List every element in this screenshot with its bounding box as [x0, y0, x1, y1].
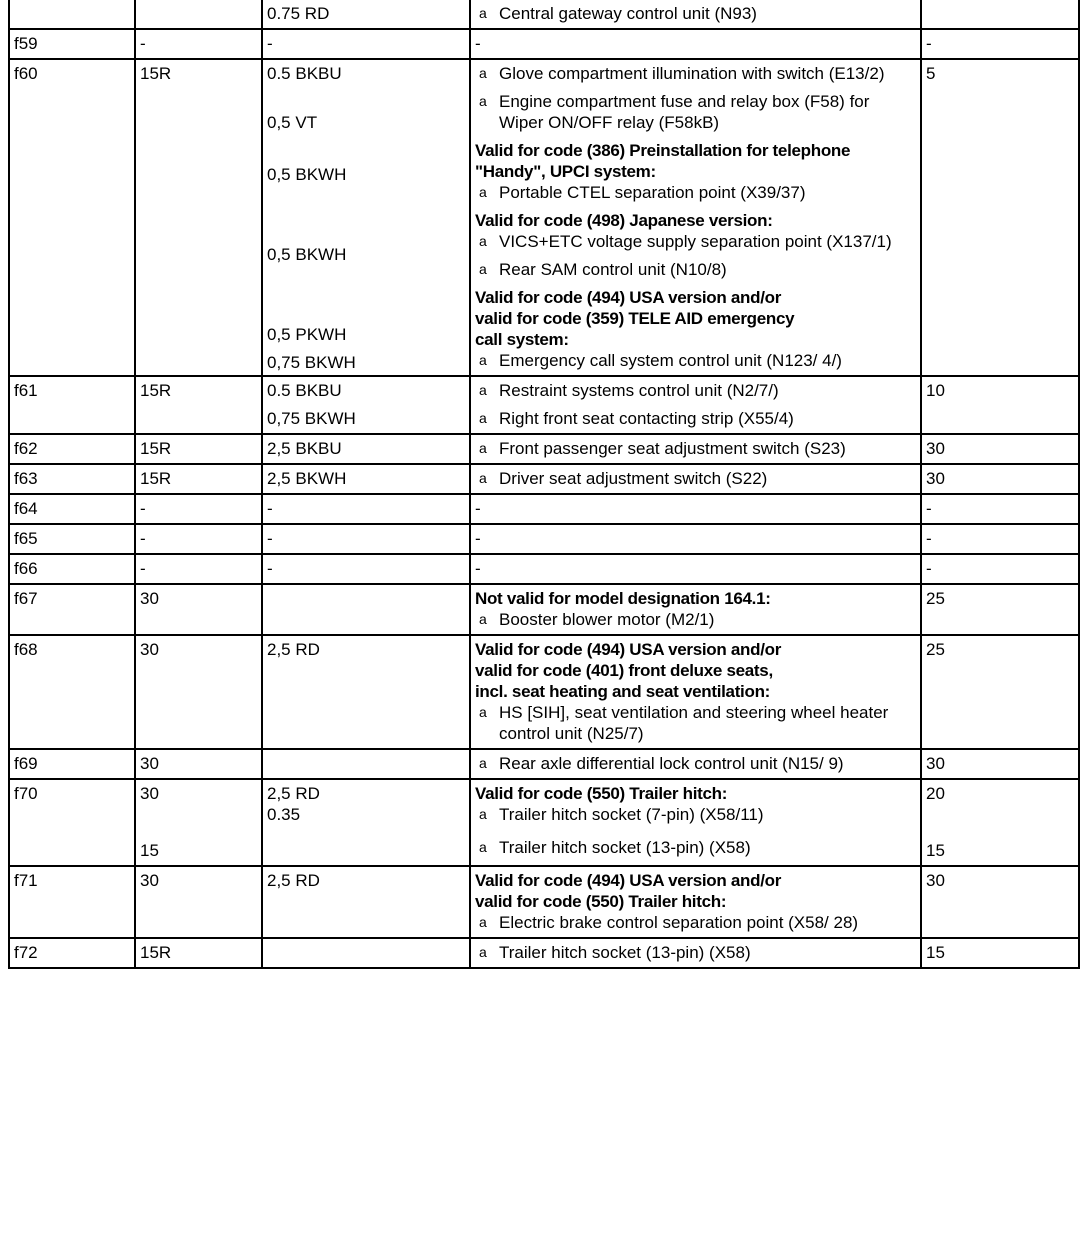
wire-cell — [262, 59, 470, 376]
table-row — [9, 866, 1079, 938]
amperage-value: 25 — [926, 640, 945, 659]
terminal-cell — [135, 376, 262, 434]
table-row — [9, 0, 1079, 29]
terminal-cell — [135, 464, 262, 494]
wire-cell — [262, 938, 470, 968]
table-row — [9, 434, 1079, 464]
table-row — [9, 464, 1079, 494]
consumer-block — [475, 287, 916, 371]
fuse-number: f67 — [14, 589, 38, 608]
amperage-value: - — [926, 34, 932, 53]
fuse-cell — [9, 584, 135, 635]
consumer-cell — [470, 59, 921, 376]
consumer-text: Restraint systems control unit (N2/7/) — [499, 381, 779, 400]
bullet-icon: a — [479, 65, 487, 81]
terminal-value: - — [140, 529, 146, 548]
fuse-cell — [9, 376, 135, 434]
bullet-icon: a — [479, 440, 487, 456]
terminal-value: 15 — [140, 841, 159, 860]
validity-heading: call system: — [475, 330, 569, 349]
amperage-value: 30 — [926, 469, 945, 488]
consumer-cell — [470, 524, 921, 554]
fuse-number: f63 — [14, 469, 38, 488]
consumer-text: Rear axle differential lock control unit (N15/ 9) — [499, 754, 844, 773]
consumer-block — [475, 837, 916, 858]
fuse-cell — [9, 0, 135, 29]
bullet-icon: a — [479, 839, 487, 855]
fuse-cell — [9, 866, 135, 938]
consumer-cell — [470, 938, 921, 968]
amperage-value: 10 — [926, 381, 945, 400]
consumer-block — [475, 558, 916, 579]
amperage-value: - — [926, 559, 932, 578]
fuse-number: f65 — [14, 529, 38, 548]
consumer-text: Glove compartment illumination with switch (E13/2) — [499, 64, 885, 83]
bullet-icon: a — [479, 944, 487, 960]
wire-spec: 0,5 PKWH — [267, 325, 347, 344]
amperage-cell — [921, 749, 1079, 779]
table-row — [9, 938, 1079, 968]
consumer-block — [475, 140, 916, 203]
wire-spec: 0,75 BKWH — [267, 409, 356, 428]
terminal-value: 15R — [140, 381, 172, 400]
terminal-value: 30 — [140, 754, 159, 773]
consumer-block — [475, 259, 916, 280]
wire-spec: 0,5 BKWH — [267, 245, 347, 264]
table-row — [9, 779, 1079, 866]
consumer-item — [475, 350, 916, 371]
consumer-item — [475, 259, 916, 280]
consumer-item — [475, 438, 916, 459]
amperage-cell — [921, 29, 1079, 59]
consumer-item — [475, 702, 916, 744]
consumer-text: Driver seat adjustment switch (S22) — [499, 469, 768, 488]
wire-spec: 2,5 RD — [267, 640, 320, 659]
bullet-icon: a — [479, 5, 487, 21]
validity-heading: Not valid for model designation 164.1: — [475, 589, 771, 608]
wire-spec: 2,5 RD — [267, 784, 320, 803]
table-row — [9, 59, 1079, 376]
consumer-text: HS [SIH], seat ventilation and steering wheel heater control unit (N25/7) — [499, 703, 889, 743]
terminal-value: 15R — [140, 64, 172, 83]
fuse-cell — [9, 494, 135, 524]
wire-cell — [262, 779, 470, 866]
consumer-cell — [470, 554, 921, 584]
amperage-value: 30 — [926, 439, 945, 458]
terminal-cell — [135, 779, 262, 866]
wire-spec: 2,5 BKWH — [267, 469, 347, 488]
amperage-cell — [921, 779, 1079, 866]
consumer-block — [475, 380, 916, 429]
consumer-text: Engine compartment fuse and relay box (F58) for Wiper ON/OFF relay (F58kB) — [499, 92, 870, 132]
consumer-text: Trailer hitch socket (13-pin) (X58) — [499, 943, 751, 962]
bullet-icon: a — [479, 352, 487, 368]
fuse-cell — [9, 434, 135, 464]
fuse-cell — [9, 635, 135, 749]
consumer-block — [475, 942, 916, 963]
wire-cell — [262, 0, 470, 29]
terminal-value: - — [140, 559, 146, 578]
consumer-block — [475, 438, 916, 459]
consumer-text: Trailer hitch socket (7-pin) (X58/11) — [499, 805, 764, 824]
bullet-icon: a — [479, 470, 487, 486]
consumer-text: Front passenger seat adjustment switch (S23) — [499, 439, 846, 458]
amperage-value: 20 — [926, 784, 945, 803]
consumer-dash: - — [475, 34, 481, 53]
validity-heading: valid for code (550) Trailer hitch: — [475, 892, 727, 911]
fuse-cell — [9, 524, 135, 554]
validity-heading: valid for code (401) front deluxe seats, — [475, 661, 773, 680]
amperage-value: 30 — [926, 754, 945, 773]
wire-spec: 2,5 BKBU — [267, 439, 342, 458]
bullet-icon: a — [479, 914, 487, 930]
consumer-item — [475, 231, 916, 252]
consumer-cell — [470, 494, 921, 524]
terminal-cell — [135, 494, 262, 524]
terminal-value: 30 — [140, 784, 159, 803]
fuse-cell — [9, 779, 135, 866]
table-row — [9, 524, 1079, 554]
wire-cell — [262, 749, 470, 779]
amperage-cell — [921, 464, 1079, 494]
consumer-cell — [470, 584, 921, 635]
amperage-value: 5 — [926, 64, 936, 83]
fuse-cell — [9, 749, 135, 779]
consumer-block — [475, 498, 916, 519]
consumer-item — [475, 942, 916, 963]
amperage-value: 15 — [926, 943, 945, 962]
consumer-block — [475, 639, 916, 744]
amperage-value: 15 — [926, 841, 945, 860]
wire-spec: - — [267, 499, 273, 518]
terminal-cell — [135, 749, 262, 779]
consumer-item — [475, 380, 916, 401]
wire-cell — [262, 434, 470, 464]
terminal-cell — [135, 524, 262, 554]
consumer-cell — [470, 464, 921, 494]
wire-cell — [262, 866, 470, 938]
consumer-text: Emergency call system control unit (N123/ 4/) — [499, 351, 842, 370]
consumer-cell — [470, 779, 921, 866]
table-row — [9, 635, 1079, 749]
consumer-block — [475, 33, 916, 54]
terminal-value: 15R — [140, 469, 172, 488]
fuse-number: f68 — [14, 640, 38, 659]
terminal-value: 30 — [140, 871, 159, 890]
wire-cell — [262, 524, 470, 554]
consumer-block — [475, 588, 916, 630]
consumer-cell — [470, 434, 921, 464]
wire-spec: - — [267, 529, 273, 548]
consumer-text: Central gateway control unit (N93) — [499, 4, 757, 23]
wire-cell — [262, 554, 470, 584]
wire-spec: 0,5 VT — [267, 113, 318, 132]
consumer-text: Right front seat contacting strip (X55/4) — [499, 409, 794, 428]
wire-spec: 0,5 BKWH — [267, 165, 347, 184]
amperage-cell — [921, 635, 1079, 749]
consumer-block — [475, 91, 916, 133]
bullet-icon: a — [479, 611, 487, 627]
consumer-item — [475, 408, 916, 429]
consumer-block — [475, 753, 916, 774]
consumer-item — [475, 3, 916, 24]
validity-heading: valid for code (359) TELE AID emergency — [475, 309, 795, 328]
consumer-block — [475, 3, 916, 24]
amperage-value: - — [926, 529, 932, 548]
terminal-cell — [135, 866, 262, 938]
terminal-cell — [135, 29, 262, 59]
wire-spec: 0,75 BKWH — [267, 353, 356, 372]
consumer-item — [475, 609, 916, 630]
consumer-text: Rear SAM control unit (N10/8) — [499, 260, 727, 279]
validity-heading: Valid for code (494) USA version and/or — [475, 871, 782, 890]
fuse-number: f61 — [14, 381, 38, 400]
consumer-item — [475, 468, 916, 489]
fuse-number: f70 — [14, 784, 38, 803]
fuse-allocation-table — [8, 0, 1080, 969]
table-row — [9, 584, 1079, 635]
consumer-text: Booster blower motor (M2/1) — [499, 610, 715, 629]
fuse-number: f59 — [14, 34, 38, 53]
fuse-number: f64 — [14, 499, 38, 518]
consumer-text: Electric brake control separation point (X58/ 28) — [499, 913, 859, 932]
consumer-item — [475, 63, 916, 84]
consumer-text: VICS+ETC voltage supply separation point (X137/1) — [499, 232, 892, 251]
terminal-cell — [135, 584, 262, 635]
amperage-cell — [921, 938, 1079, 968]
consumer-block — [475, 528, 916, 549]
wire-spec: 0.5 BKBU — [267, 381, 342, 400]
bullet-icon: a — [479, 755, 487, 771]
validity-heading: Valid for code (494) USA version and/or — [475, 640, 782, 659]
fuse-cell — [9, 59, 135, 376]
consumer-dash: - — [475, 499, 481, 518]
amperage-cell — [921, 434, 1079, 464]
amperage-cell — [921, 584, 1079, 635]
fuse-number: f72 — [14, 943, 38, 962]
bullet-icon: a — [479, 410, 487, 426]
fuse-number: f69 — [14, 754, 38, 773]
consumer-item — [475, 753, 916, 774]
wire-spec: - — [267, 34, 273, 53]
consumer-text: Portable CTEL separation point (X39/37) — [499, 183, 806, 202]
fuse-number: f62 — [14, 439, 38, 458]
terminal-cell — [135, 554, 262, 584]
amperage-cell — [921, 524, 1079, 554]
amperage-cell — [921, 0, 1079, 29]
consumer-item — [475, 837, 916, 858]
wire-spec: 0.35 — [267, 805, 301, 824]
bullet-icon: a — [479, 93, 487, 109]
wire-spec: 2,5 RD — [267, 871, 320, 890]
table-row — [9, 749, 1079, 779]
consumer-block — [475, 783, 916, 825]
amperage-value: 25 — [926, 589, 945, 608]
consumer-cell — [470, 0, 921, 29]
bullet-icon: a — [479, 261, 487, 277]
consumer-cell — [470, 29, 921, 59]
amperage-cell — [921, 866, 1079, 938]
validity-heading: Valid for code (386) Preinstallation for telephone "Handy", UPCI system: — [475, 141, 851, 181]
wire-cell — [262, 584, 470, 635]
consumer-block — [475, 468, 916, 489]
validity-heading: Valid for code (550) Trailer hitch: — [475, 784, 728, 803]
terminal-value: - — [140, 34, 146, 53]
terminal-cell — [135, 938, 262, 968]
fuse-number: f60 — [14, 64, 38, 83]
validity-heading: incl. seat heating and seat ventilation: — [475, 682, 771, 701]
wire-cell — [262, 29, 470, 59]
wire-cell — [262, 494, 470, 524]
table-row — [9, 494, 1079, 524]
consumer-dash: - — [475, 529, 481, 548]
validity-heading: Valid for code (494) USA version and/or — [475, 288, 782, 307]
fuse-cell — [9, 29, 135, 59]
terminal-cell — [135, 59, 262, 376]
table-row — [9, 554, 1079, 584]
terminal-value: 30 — [140, 589, 159, 608]
fuse-cell — [9, 938, 135, 968]
amperage-cell — [921, 554, 1079, 584]
consumer-dash: - — [475, 559, 481, 578]
consumer-block — [475, 870, 916, 933]
consumer-cell — [470, 635, 921, 749]
consumer-block — [475, 63, 916, 84]
wire-cell — [262, 464, 470, 494]
terminal-value: - — [140, 499, 146, 518]
bullet-icon: a — [479, 382, 487, 398]
consumer-cell — [470, 866, 921, 938]
fuse-cell — [9, 464, 135, 494]
wire-spec: 0.5 BKBU — [267, 64, 342, 83]
terminal-cell — [135, 635, 262, 749]
wire-cell — [262, 635, 470, 749]
terminal-value: 30 — [140, 640, 159, 659]
consumer-text: Trailer hitch socket (13-pin) (X58) — [499, 838, 751, 857]
table-row — [9, 376, 1079, 434]
bullet-icon: a — [479, 704, 487, 720]
wire-spec: - — [267, 559, 273, 578]
fuse-number: f71 — [14, 871, 38, 890]
wire-spec: 0.75 RD — [267, 4, 330, 23]
terminal-cell — [135, 0, 262, 29]
consumer-cell — [470, 376, 921, 434]
consumer-item — [475, 91, 916, 133]
wire-cell — [262, 376, 470, 434]
amperage-cell — [921, 494, 1079, 524]
terminal-value: 15R — [140, 943, 172, 962]
amperage-cell — [921, 376, 1079, 434]
consumer-item — [475, 182, 916, 203]
consumer-item — [475, 804, 916, 825]
terminal-value: 15R — [140, 439, 172, 458]
consumer-block — [475, 210, 916, 252]
fuse-cell — [9, 554, 135, 584]
amperage-value: 30 — [926, 871, 945, 890]
validity-heading: Valid for code (498) Japanese version: — [475, 211, 773, 230]
fuse-number: f66 — [14, 559, 38, 578]
bullet-icon: a — [479, 184, 487, 200]
table-row — [9, 29, 1079, 59]
bullet-icon: a — [479, 806, 487, 822]
consumer-cell — [470, 749, 921, 779]
consumer-item — [475, 912, 916, 933]
amperage-value: - — [926, 499, 932, 518]
bullet-icon: a — [479, 233, 487, 249]
terminal-cell — [135, 434, 262, 464]
amperage-cell — [921, 59, 1079, 376]
